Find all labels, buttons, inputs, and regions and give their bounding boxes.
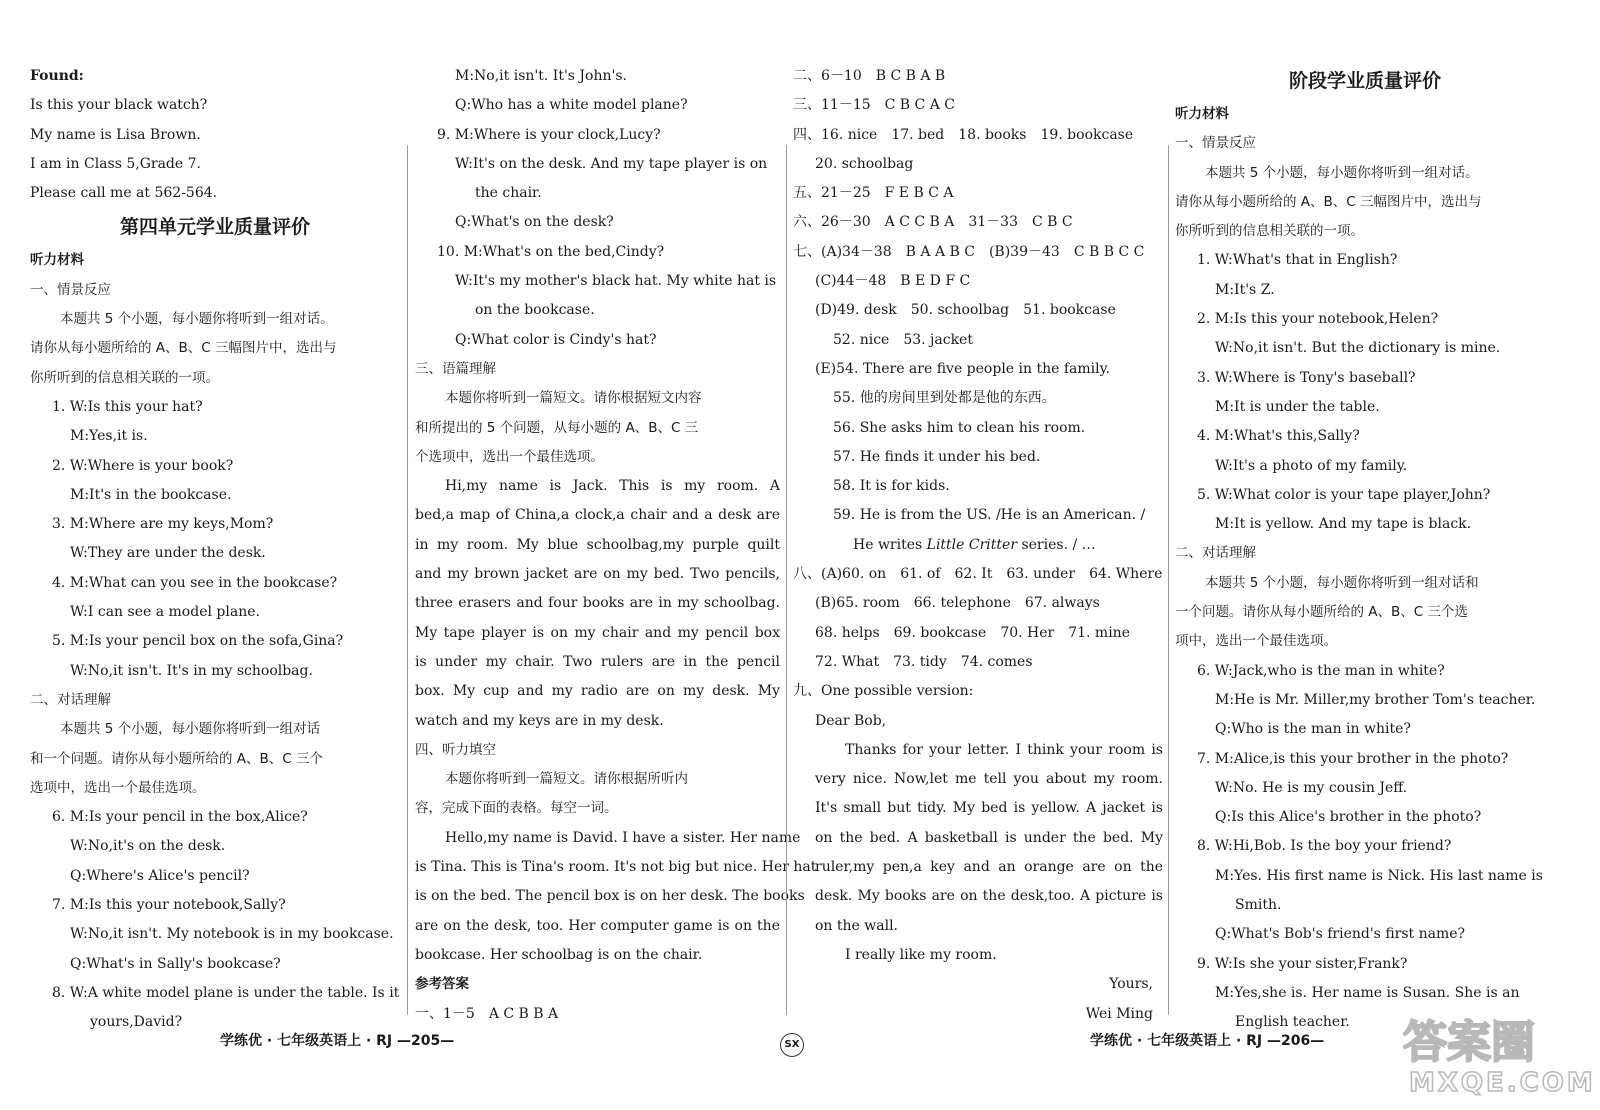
col3-line: 七、(A)34－38 B A A B C (B)39－43 C B B C C <box>793 243 1145 260</box>
col2-line: 四、听力填空 <box>415 741 496 758</box>
col2-line: in my room. My blue schoolbag,my purple quilt <box>415 536 780 553</box>
col3-line: I really like my room. <box>845 946 997 963</box>
col2-line: 一、1－5 A C B B A <box>415 1005 559 1022</box>
col4-line: 你所听到的信息相关联的一项。 <box>1175 223 1364 240</box>
col2-line: W:It's my mother's black hat. My white hat is <box>455 273 777 290</box>
col4-line: 7. M:Alice,is this your brother in the photo? <box>1197 750 1509 767</box>
col2-line: M:No,it isn't. It's John's. <box>455 68 627 84</box>
col1-line: 你所听到的信息相关联的一项。 <box>30 369 219 386</box>
col4-line: 项中，选出一个最佳选项。 <box>1175 633 1337 650</box>
col2-line: and my brown jacket are on my bed. Two pencils, <box>415 566 780 583</box>
col3-line: 九、One possible version: <box>793 683 974 700</box>
col1-line: I am in Class 5,Grade 7. <box>30 155 201 172</box>
col4-line: M:It is under the table. <box>1215 398 1380 415</box>
col2-line: 三、语篇理解 <box>415 360 496 377</box>
col3-line: Thanks for your letter. I think your room is <box>845 741 1163 758</box>
col2-line: bookcase. Her schoolbag is on the chair. <box>415 946 703 963</box>
col1-line: Is this your black watch? <box>30 97 208 114</box>
col1-line: 5. M:Is your pencil box on the sofa,Gina? <box>52 633 344 650</box>
col4-line: Smith. <box>1235 897 1282 914</box>
col3-line: 20. schoolbag <box>815 155 914 172</box>
col4-line: M:Yes. His first name is Nick. His last name is <box>1215 867 1543 884</box>
col1-line: W:They are under the desk. <box>70 545 266 562</box>
col4-line: W:No. He is my cousin Jeff. <box>1215 779 1408 796</box>
col3-line: 52. nice 53. jacket <box>833 331 973 348</box>
col1-line: Found: <box>30 68 84 84</box>
col4-line: W:It's a photo of my family. <box>1215 457 1408 474</box>
col3-line: He writes Little Critter series. / … <box>853 536 1096 553</box>
col2-line: is under my chair. Two rulers are in the pencil <box>415 653 780 670</box>
col2-line: is on the bed. The pencil box is on her desk. The books <box>415 888 805 905</box>
col4-line: 5. W:What color is your tape player,John? <box>1197 486 1491 503</box>
col3-line: 二、6－10 B C B A B <box>793 68 946 84</box>
col1-line: 一、情景反应 <box>30 281 111 298</box>
col3-line: 58. It is for kids. <box>833 478 950 495</box>
col1-line: 听力材料 <box>30 252 84 269</box>
col2-line: 参考答案 <box>415 976 469 993</box>
col3-line: Dear Bob, <box>815 712 887 729</box>
col1-line: yours,David? <box>90 1014 183 1031</box>
col4-line: Q:Is this Alice's brother in the photo? <box>1215 809 1482 826</box>
col1-line: 4. M:What can you see in the bookcase? <box>52 574 338 591</box>
col2-line: 个选项中，选出一个最佳选项。 <box>415 448 604 465</box>
col2-line: Hi,my name is Jack. This is my room. A <box>445 478 780 495</box>
col1-line: 8. W:A white model plane is under the table. Is it <box>52 984 400 1001</box>
col2-line: 10. M:What's on the bed,Cindy? <box>437 243 665 260</box>
col3-line: 三、11－15 C B C A C <box>793 97 955 114</box>
col3-line: 56. She asks him to clean his room. <box>833 419 1086 436</box>
col1-line: 3. M:Where are my keys,Mom? <box>52 516 274 533</box>
col1-line: M:Yes,it is. <box>70 428 148 445</box>
col3-line: very nice. Now,let me tell you about my room. <box>815 771 1163 788</box>
col1-line: Please call me at 562-564. <box>30 185 218 202</box>
col1-line: 1. W:Is this your hat? <box>52 398 203 415</box>
col2-line: are on the desk, too. Her computer game is on the <box>415 917 780 934</box>
col4-line: M:Yes,she is. Her name is Susan. She is an <box>1215 984 1520 1001</box>
col3-line: Wei Ming <box>1085 1005 1153 1022</box>
col3-line: 八、(A)60. on 61. of 62. It 63. under 64. Where <box>793 566 1163 583</box>
col2-line: watch and my keys are in my desk. <box>415 712 664 729</box>
col2-line: box. My cup and my radio are on my desk. My <box>415 683 780 700</box>
col4-line: 1. W:What's that in English? <box>1197 252 1398 269</box>
col4-line: 6. W:Jack,who is the man in white? <box>1197 662 1445 679</box>
col1-line: 第四单元学业质量评价 <box>119 216 310 239</box>
col3-line: 57. He finds it under his bed. <box>833 448 1041 465</box>
col3-line: (B)65. room 66. telephone 67. always <box>815 595 1100 612</box>
col3-line: (C)44－48 B E D F C <box>815 273 971 290</box>
col2-line: Q:Who has a white model plane? <box>455 97 688 114</box>
col3-line: 四、16. nice 17. bed 18. books 19. bookcase <box>793 126 1134 143</box>
col3-line: (E)54. There are five people in the family. <box>815 360 1111 377</box>
col4-line: W:No,it isn't. But the dictionary is mine. <box>1215 340 1501 357</box>
col4-line: 9. W:Is she your sister,Frank? <box>1197 955 1408 972</box>
col4-line: 阶段学业质量评价 <box>1288 70 1441 92</box>
col1-line: Q:What's in Sally's bookcase? <box>70 955 281 972</box>
col1-line: 2. W:Where is your book? <box>52 457 234 474</box>
col2-line: 本题你将听到一篇短文。请你根据所听内 <box>445 771 688 788</box>
col4-line: 本题共 5 个小题，每小题你将听到一组对话和 <box>1205 574 1479 591</box>
col2-line: My tape player is on my chair and my pencil box <box>415 624 780 641</box>
column-divider <box>786 145 787 1015</box>
col1-line: W:No,it isn't. It's in my schoolbag. <box>70 662 313 679</box>
col1-line: 本题共 5 个小题，每小题你将听到一组对话。 <box>60 311 334 328</box>
col2-line: Hello,my name is David. I have a sister. Her name <box>445 829 801 846</box>
col2-line: the chair. <box>475 185 542 202</box>
col1-line: 7. M:Is this your notebook,Sally? <box>52 897 286 914</box>
col3-line: 68. helps 69. bookcase 70. Her 71. mine <box>815 624 1130 641</box>
col4-line: M:It is yellow. And my tape is black. <box>1215 516 1472 533</box>
col4-line: 8. W:Hi,Bob. Is the boy your friend? <box>1197 838 1452 855</box>
column-4 <box>1175 62 1555 1052</box>
col4-line: English teacher. <box>1235 1014 1350 1031</box>
col4-line: 听力材料 <box>1175 106 1229 122</box>
col1-line: 6. M:Is your pencil in the box,Alice? <box>52 809 308 826</box>
col1-line: 本题共 5 个小题，每小题你将听到一组对话 <box>60 721 321 738</box>
col1-line: W:No,it isn't. My notebook is in my bookcase. <box>70 926 394 943</box>
column-3 <box>793 62 1163 1052</box>
col3-line: Yours, <box>1109 976 1153 993</box>
col2-line: is Tina. This is Tina's room. It's not big but nice. Her hat <box>415 859 817 876</box>
col4-line: Q:Who is the man in white? <box>1215 721 1411 738</box>
col3-line: desk. My books are on the desk,too. A picture is <box>815 888 1163 905</box>
col2-line: 容，完成下面的表格。每空一词。 <box>415 800 618 817</box>
col3-line: (D)49. desk 50. schoolbag 51. bookcase <box>815 302 1116 319</box>
col2-line: 本题你将听到一篇短文。请你根据短文内容 <box>445 390 702 407</box>
col1-line: 二、对话理解 <box>30 691 111 708</box>
col1-line: W:No,it's on the desk. <box>70 838 226 855</box>
col4-line: 一个问题。请你从每小题所给的 A、B、C 三个选 <box>1175 604 1469 621</box>
col3-line: on the wall. <box>815 917 899 934</box>
col2-line: Q:What color is Cindy's hat? <box>455 331 657 348</box>
col3-line: ruler,my pen,a key and an orange are on the <box>815 859 1163 876</box>
center-mark-icon: SX <box>780 1033 804 1057</box>
col4-line: M:It's Z. <box>1215 281 1275 298</box>
col1-line: Q:Where's Alice's pencil? <box>70 867 250 884</box>
col1-line: W:I can see a model plane. <box>70 604 260 621</box>
col3-line: 72. What 73. tidy 74. comes <box>815 653 1033 670</box>
col2-line: Q:What's on the desk? <box>455 214 614 231</box>
col3-line: It's small but tidy. My bed is yellow. A jacket is <box>815 800 1163 817</box>
page-footer-right: 学练优 · 七年级英语上 · RJ —206— <box>1090 1033 1325 1049</box>
col4-line: 本题共 5 个小题，每小题你将听到一组对话。 <box>1205 164 1479 181</box>
col1-line: My name is Lisa Brown. <box>30 126 201 143</box>
col2-line: 和所提出的 5 个问题，从每小题的 A、B、C 三 <box>415 419 699 436</box>
col4-line: 2. M:Is this your notebook,Helen? <box>1197 311 1439 328</box>
col1-line: 选项中，选出一个最佳选项。 <box>30 779 206 796</box>
col2-line: W:It's on the desk. And my tape player is on <box>455 155 768 172</box>
col4-line: Q:What's Bob's friend's first name? <box>1215 926 1466 943</box>
col2-line: 9. M:Where is your clock,Lucy? <box>437 126 661 143</box>
column-divider <box>407 145 408 1015</box>
col3-line: 六、26－30 A C C B A 31－33 C B C <box>793 214 1073 231</box>
col4-line: 一、情景反应 <box>1175 135 1256 152</box>
col4-line: M:He is Mr. Miller,my brother Tom's teacher. <box>1215 691 1536 708</box>
col1-line: 和一个问题。请你从每小题所给的 A、B、C 三个 <box>30 750 324 767</box>
col4-line: 3. W:Where is Tony's baseball? <box>1197 369 1416 386</box>
column-1 <box>30 62 400 1052</box>
col1-line: 请你从每小题所给的 A、B、C 三幅图片中，选出与 <box>30 340 337 357</box>
col3-line: on the bed. A basketball is under the bed. My <box>815 829 1163 846</box>
svg-text:答案圈: 答案圈 <box>1403 1017 1535 1068</box>
col4-line: 二、对话理解 <box>1175 545 1256 562</box>
col1-line: M:It's in the bookcase. <box>70 486 232 503</box>
watermark-logo <box>1395 1005 1596 1100</box>
col3-line: 五、21－25 F E B C A <box>793 185 954 202</box>
col2-line: three erasers and four books are in my schoolbag. <box>415 595 780 612</box>
svg-text:MXQE.COM: MXQE.COM <box>1409 1068 1596 1098</box>
col3-line: 59. He is from the US. /He is an American. / <box>833 507 1146 524</box>
col4-line: 4. M:What's this,Sally? <box>1197 428 1360 445</box>
column-divider <box>1168 145 1169 1015</box>
col3-line: 55. 他的房间里到处都是他的东西。 <box>833 390 1056 407</box>
page-footer-left: 学练优 · 七年级英语上 · RJ —205— <box>220 1033 455 1049</box>
col2-line: bed,a map of China,a clock,a chair and a desk are <box>415 507 780 524</box>
col2-line: on the bookcase. <box>475 302 595 319</box>
col4-line: 请你从每小题所给的 A、B、C 三幅图片中，选出与 <box>1175 193 1482 210</box>
